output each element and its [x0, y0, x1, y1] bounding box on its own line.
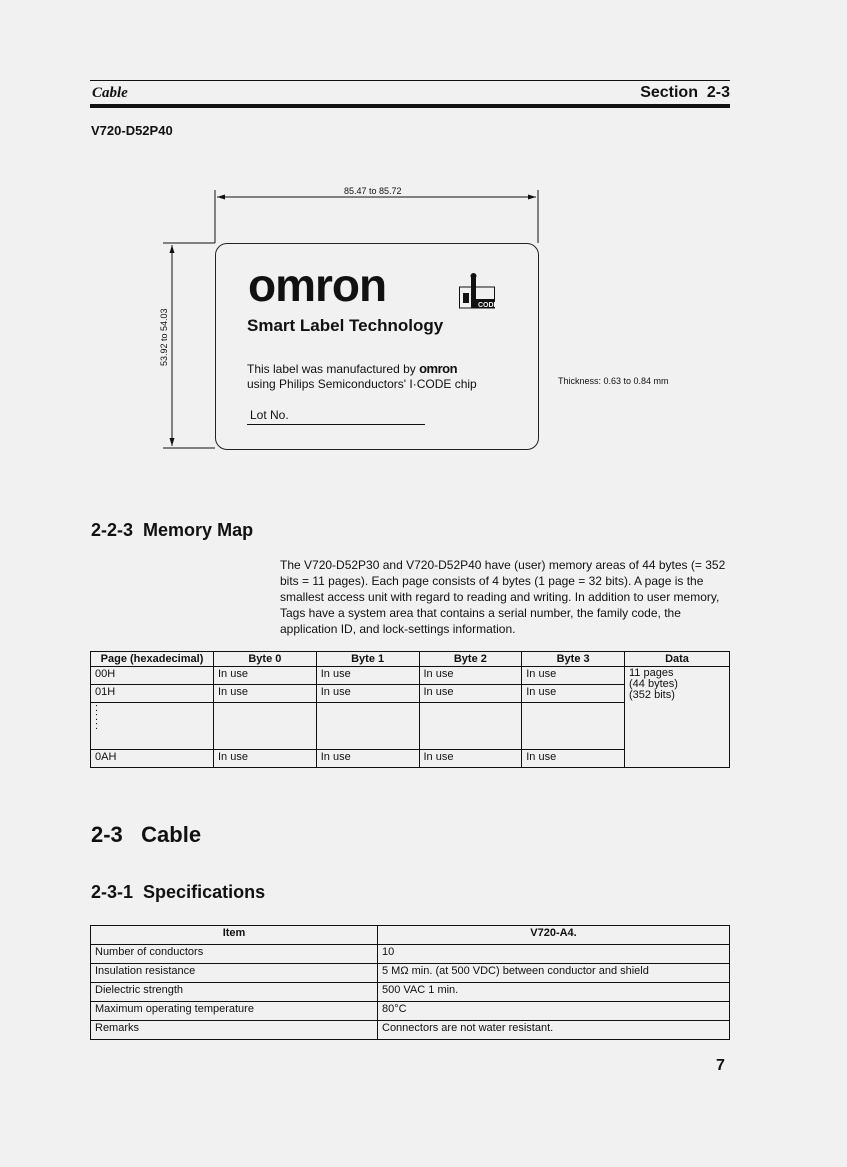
table-cell: In use: [214, 750, 317, 768]
table-header: Byte 0: [214, 652, 317, 667]
manufactured-by-text: This label was manufactured by: [247, 362, 416, 376]
memory-map-heading: [91, 520, 253, 541]
memory-map-title: Memory Map: [143, 520, 254, 540]
thickness-note: Thickness: 0.63 to 0.84 mm: [558, 376, 669, 386]
data-bits: (352 bits): [629, 689, 675, 701]
lot-number-label: Lot No.: [250, 408, 289, 422]
table-cell: In use: [316, 685, 419, 703]
spec-item: Insulation resistance: [91, 964, 378, 983]
memory-map-paragraph: The V720-D52P30 and V720-D52P40 have (user) memory areas of 44 bytes (= 352 bits = 11 pages). Each page consists of 4 bytes (1 page = 32 bits). A page is the smallest access unit with regard to reading and writing. In addition to user memory, Tags have a system area that contains a serial number, the family code, the application ID, and lock-settings information.: [280, 558, 726, 636]
cable-section-heading: [91, 822, 201, 848]
specifications-title: Specifications: [143, 882, 266, 902]
table-header: Item: [91, 926, 378, 945]
table-cell: 0AH: [91, 750, 214, 768]
omron-logo: omron: [248, 259, 387, 311]
table-cell: [214, 703, 317, 750]
table-cell: In use: [522, 685, 625, 703]
table-cell: 01H: [91, 685, 214, 703]
table-cell: In use: [316, 750, 419, 768]
table-header: Page (hexadecimal): [91, 652, 214, 667]
model-title: V720-D52P40: [91, 123, 173, 138]
spec-value: 500 VAC 1 min.: [378, 983, 730, 1002]
table-cell: [316, 703, 419, 750]
manufactured-by-line: [247, 361, 457, 376]
cable-section-title: Cable: [141, 822, 202, 847]
icode-chip-line: using Philips Semiconductors' I·CODE chip: [247, 377, 477, 391]
table-cell: In use: [419, 685, 522, 703]
icode-logo-text: CODE: [478, 302, 499, 309]
table-cell: In use: [316, 667, 419, 685]
table-cell: In use: [214, 685, 317, 703]
table-cell: In use: [522, 667, 625, 685]
table-row: [91, 964, 730, 983]
data-capacity-cell: [625, 667, 730, 768]
spec-item: Maximum operating temperature: [91, 1002, 378, 1021]
memory-map-table: [90, 651, 730, 768]
table-cell: In use: [522, 750, 625, 768]
table-header-row: [91, 652, 730, 667]
width-dimension: 85.47 to 85.72: [344, 186, 402, 196]
table-cell: In use: [214, 667, 317, 685]
table-cell-ellipsis: : : :: [91, 703, 214, 750]
table-row: [91, 1021, 730, 1040]
table-header: V720-A4.: [378, 926, 730, 945]
table-row: [91, 945, 730, 964]
table-header: Byte 2: [419, 652, 522, 667]
specifications-table: [90, 925, 730, 1040]
spec-value: 80°C: [378, 1002, 730, 1021]
spec-value: 5 MΩ min. (at 500 VDC) between conductor and shield: [378, 964, 730, 983]
cable-section-number: 2-3: [91, 822, 123, 847]
table-header-row: [91, 926, 730, 945]
icode-logo-icon: [459, 273, 499, 309]
running-header-title: Cable: [92, 85, 128, 101]
table-row: [91, 1002, 730, 1021]
lot-number-line: [247, 424, 425, 425]
table-row: [91, 667, 730, 685]
table-cell: 00H: [91, 667, 214, 685]
specifications-number: 2-3-1: [91, 882, 134, 902]
table-cell: In use: [419, 667, 522, 685]
spec-item: Number of conductors: [91, 945, 378, 964]
smart-label-tagline: Smart Label Technology: [247, 316, 444, 335]
section-number: 2-3: [706, 84, 730, 101]
spec-item: Remarks: [91, 1021, 378, 1040]
table-cell: In use: [419, 750, 522, 768]
table-cell: [419, 703, 522, 750]
data-bytes: (44 bytes): [629, 678, 678, 690]
section-label: Section: [640, 84, 698, 101]
height-dimension: 53.92 to 54.03: [159, 308, 169, 366]
table-header: Byte 3: [522, 652, 625, 667]
table-cell: [522, 703, 625, 750]
page-number: 7: [716, 1057, 725, 1074]
specifications-heading: [91, 882, 265, 903]
memory-map-number: 2-2-3: [91, 520, 134, 540]
table-header: Byte 1: [316, 652, 419, 667]
spec-value: 10: [378, 945, 730, 964]
spec-value: Connectors are not water resistant.: [378, 1021, 730, 1040]
data-pages: 11 pages: [629, 667, 674, 679]
spec-item: Dielectric strength: [91, 983, 378, 1002]
omron-inline-logo: omron: [419, 361, 458, 376]
table-header: Data: [625, 652, 730, 667]
table-row: [91, 983, 730, 1002]
